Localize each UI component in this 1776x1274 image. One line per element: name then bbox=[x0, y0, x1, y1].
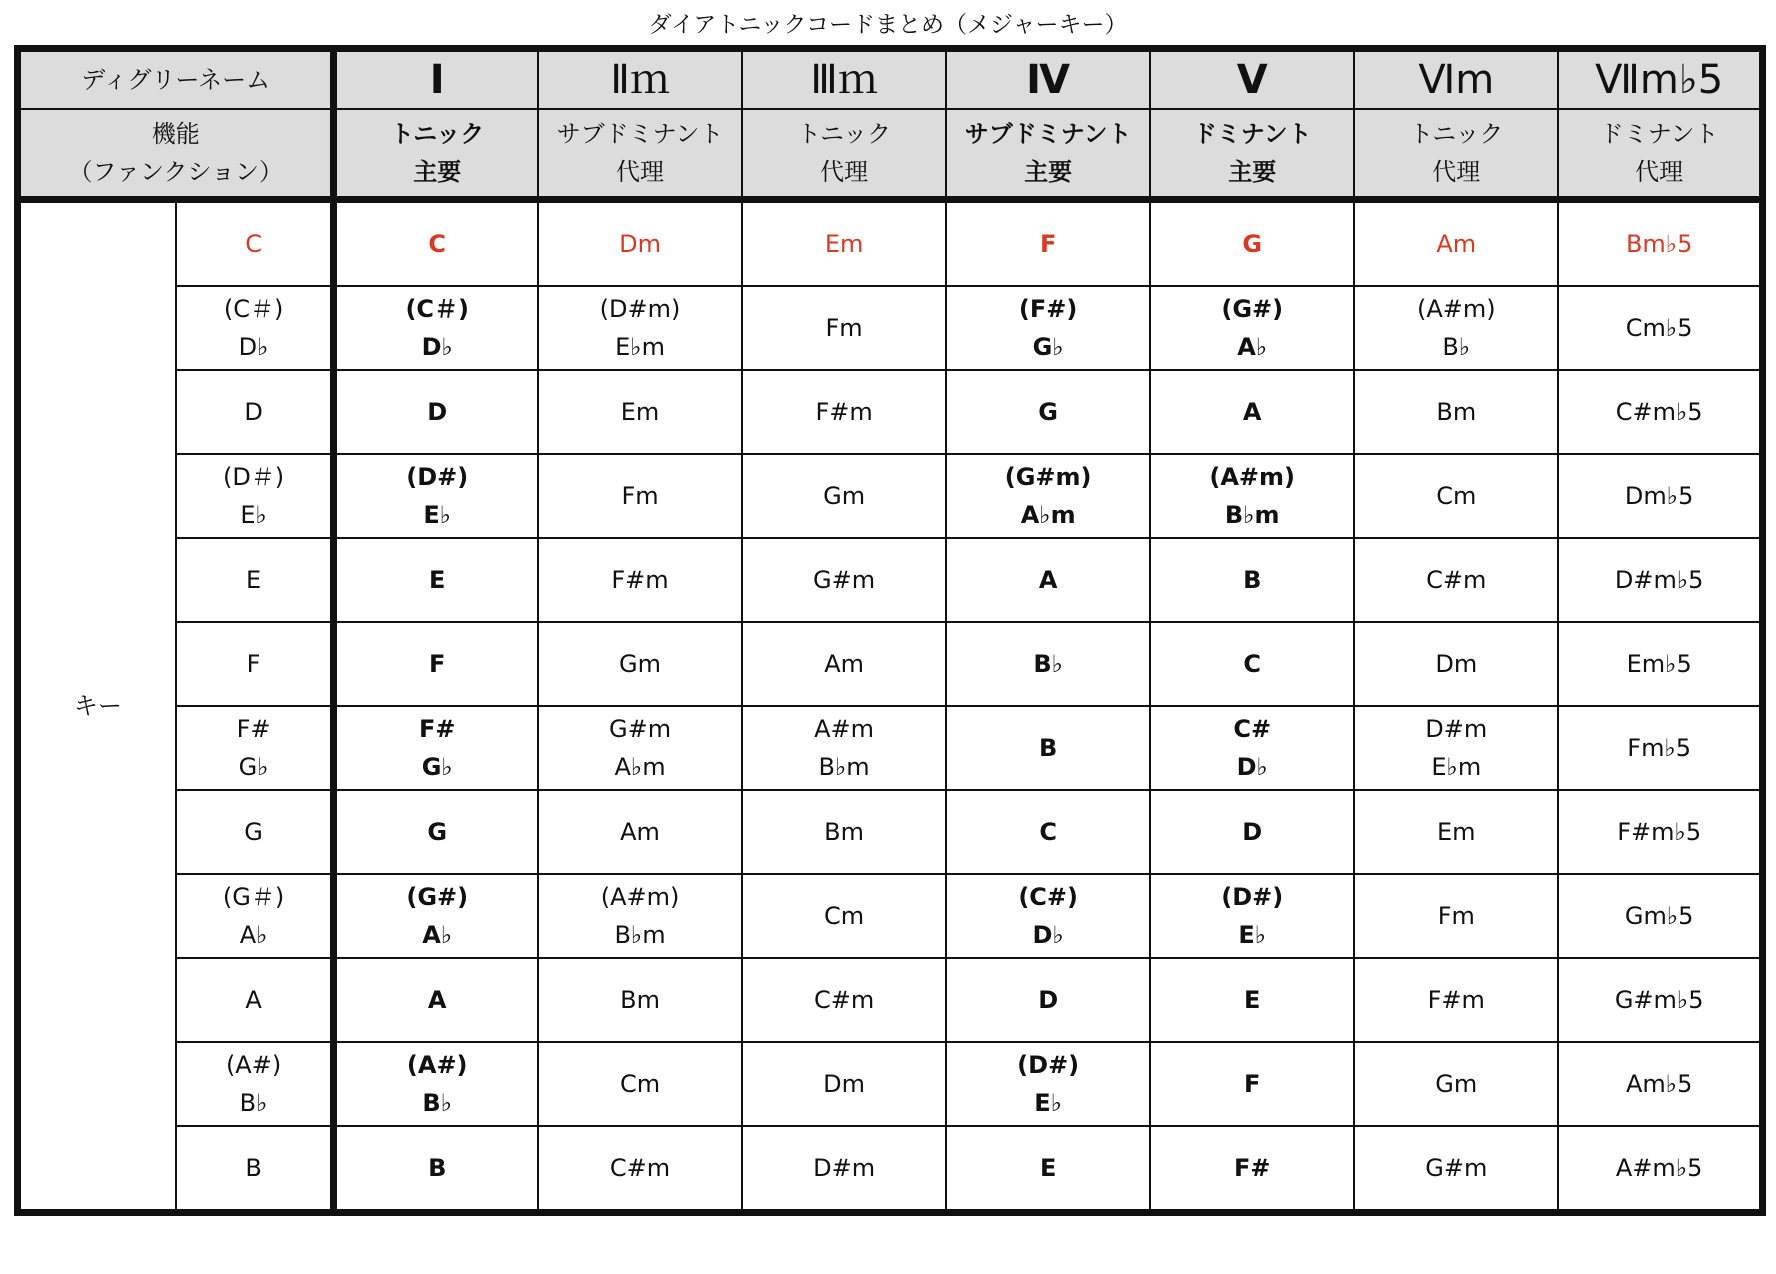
cell-line: A bbox=[1038, 566, 1058, 594]
function-header-row bbox=[18, 109, 1763, 200]
cell-line: 主要 bbox=[413, 158, 462, 186]
cell-line: D#m bbox=[1425, 715, 1488, 743]
cell-line: Am bbox=[620, 818, 660, 846]
cell-line: (C#) bbox=[1018, 883, 1078, 911]
cell-line: G♭ bbox=[1032, 333, 1064, 361]
cell-line: F bbox=[429, 650, 446, 678]
cell-line: F# bbox=[418, 715, 456, 743]
cell-line: Gm bbox=[619, 650, 662, 678]
key-cell bbox=[176, 958, 334, 1042]
cell-line: B♭ bbox=[422, 1089, 453, 1117]
cell-line: G#m bbox=[1425, 1154, 1488, 1182]
cell-line: G bbox=[1038, 398, 1058, 426]
cell-line: (A#m) bbox=[1416, 295, 1496, 323]
cell-line: B bbox=[245, 1154, 262, 1182]
chord-cell bbox=[1354, 286, 1558, 370]
cell-line: 代理 bbox=[1635, 158, 1684, 186]
table-row bbox=[18, 286, 1763, 370]
table-row bbox=[18, 1042, 1763, 1126]
cell-line: A♭ bbox=[1237, 333, 1268, 361]
function-cell bbox=[1354, 109, 1558, 200]
chord-cell bbox=[1558, 1126, 1762, 1213]
cell-line: (G#m) bbox=[1004, 463, 1092, 491]
cell-line: 主要 bbox=[1024, 158, 1073, 186]
table-row bbox=[18, 622, 1763, 706]
cell-line: C#m bbox=[813, 986, 875, 1014]
chord-cell bbox=[946, 622, 1150, 706]
cell-line: B♭m bbox=[614, 921, 666, 949]
cell-line: D bbox=[1242, 818, 1263, 846]
cell-line: Em♭5 bbox=[1626, 650, 1692, 678]
chord-cell bbox=[334, 874, 538, 958]
chord-cell bbox=[1558, 622, 1762, 706]
cell-line: Am bbox=[1436, 230, 1477, 258]
cell-line: B♭ bbox=[1033, 650, 1063, 678]
chord-cell bbox=[1558, 958, 1762, 1042]
key-cell bbox=[176, 790, 334, 874]
chord-cell bbox=[1150, 200, 1354, 287]
chord-cell bbox=[946, 790, 1150, 874]
cell-line: E bbox=[1244, 986, 1261, 1014]
chord-cell bbox=[1354, 790, 1558, 874]
cell-line: A♭m bbox=[614, 753, 666, 781]
cell-line: Gm♭5 bbox=[1624, 902, 1694, 930]
chord-cell bbox=[1558, 200, 1762, 287]
chord-cell bbox=[334, 286, 538, 370]
diatonic-chord-table bbox=[14, 45, 1766, 1216]
cell-line: (A#m) bbox=[1209, 463, 1296, 491]
cell-line: Em bbox=[824, 230, 864, 258]
cell-line: G#m♭5 bbox=[1614, 986, 1704, 1014]
cell-line: Dm bbox=[1435, 650, 1478, 678]
cell-line: E♭m bbox=[1431, 753, 1482, 781]
key-cell bbox=[176, 538, 334, 622]
cell-line: F#m♭5 bbox=[1617, 818, 1702, 846]
chord-cell bbox=[742, 286, 946, 370]
chord-cell bbox=[742, 200, 946, 287]
chord-cell bbox=[538, 958, 742, 1042]
cell-line: トニック bbox=[390, 120, 485, 148]
cell-line: A bbox=[427, 986, 447, 1014]
cell-line: C#m♭5 bbox=[1615, 398, 1703, 426]
table-row bbox=[18, 874, 1763, 958]
cell-line: A♭ bbox=[422, 921, 453, 949]
cell-line: Fm bbox=[825, 314, 863, 342]
cell-line: (D＃) bbox=[222, 463, 285, 491]
chord-cell bbox=[334, 622, 538, 706]
cell-line: F#m bbox=[611, 566, 669, 594]
function-cell bbox=[538, 109, 742, 200]
key-cell bbox=[176, 370, 334, 454]
cell-line: Am bbox=[824, 650, 864, 678]
chord-cell bbox=[1354, 538, 1558, 622]
chord-cell bbox=[946, 538, 1150, 622]
key-cell bbox=[176, 286, 334, 370]
chord-cell bbox=[334, 200, 538, 287]
chord-cell bbox=[334, 370, 538, 454]
cell-line: C bbox=[428, 230, 447, 258]
chord-cell bbox=[1354, 370, 1558, 454]
chord-cell bbox=[1150, 790, 1354, 874]
cell-line: A♭m bbox=[1020, 501, 1076, 529]
cell-line: A bbox=[1242, 398, 1262, 426]
cell-line: サブドミナント bbox=[556, 120, 724, 148]
key-cell bbox=[176, 454, 334, 538]
cell-line: G♭ bbox=[238, 753, 269, 781]
cell-line: (G＃) bbox=[222, 883, 285, 911]
table-row bbox=[18, 958, 1763, 1042]
chord-cell bbox=[334, 706, 538, 790]
cell-line: B♭m bbox=[1224, 501, 1280, 529]
cell-line: C#m bbox=[1426, 566, 1487, 594]
chord-cell bbox=[1558, 1042, 1762, 1126]
function-cell bbox=[1150, 109, 1354, 200]
cell-line: D♭ bbox=[238, 333, 269, 361]
chord-cell bbox=[946, 706, 1150, 790]
chord-cell bbox=[742, 706, 946, 790]
cell-line: Gm bbox=[823, 482, 866, 510]
chord-cell bbox=[1558, 874, 1762, 958]
cell-line: G bbox=[244, 818, 263, 846]
table-body bbox=[18, 49, 1763, 1213]
key-cell bbox=[176, 1126, 334, 1213]
cell-line: (A#) bbox=[225, 1051, 282, 1079]
cell-line: (G#) bbox=[406, 883, 469, 911]
key-cell bbox=[176, 1042, 334, 1126]
chord-cell bbox=[1150, 706, 1354, 790]
cell-line: A bbox=[245, 986, 262, 1014]
cell-line: (D#m) bbox=[599, 295, 681, 323]
chord-cell bbox=[1558, 454, 1762, 538]
cell-line: F bbox=[246, 650, 261, 678]
function-label-line: （ファンクション） bbox=[68, 158, 283, 186]
chord-cell bbox=[538, 370, 742, 454]
cell-line: 代理 bbox=[616, 158, 665, 186]
chord-cell bbox=[742, 622, 946, 706]
cell-line: A#m♭5 bbox=[1615, 1154, 1703, 1182]
chord-cell bbox=[946, 200, 1150, 287]
chord-cell bbox=[1150, 286, 1354, 370]
chord-cell bbox=[1354, 200, 1558, 287]
chord-cell bbox=[1558, 538, 1762, 622]
chord-cell bbox=[334, 958, 538, 1042]
cell-line: Dm bbox=[823, 1070, 866, 1098]
cell-line: B bbox=[1039, 734, 1058, 762]
cell-line: A#m bbox=[814, 715, 875, 743]
cell-line: (F#) bbox=[1018, 295, 1078, 323]
function-cell bbox=[1558, 109, 1762, 200]
cell-line: D bbox=[1038, 986, 1059, 1014]
function-label bbox=[18, 109, 334, 200]
cell-line: D#m bbox=[813, 1154, 876, 1182]
cell-line: C bbox=[245, 230, 262, 258]
chord-cell bbox=[742, 454, 946, 538]
cell-line: B♭ bbox=[239, 1089, 268, 1117]
key-cell bbox=[176, 200, 334, 287]
cell-line: (D#) bbox=[406, 463, 469, 491]
chord-cell bbox=[1354, 958, 1558, 1042]
cell-line: E♭ bbox=[423, 501, 452, 529]
chord-cell bbox=[1558, 286, 1762, 370]
chord-cell bbox=[1150, 538, 1354, 622]
chord-cell bbox=[538, 706, 742, 790]
chord-cell bbox=[1558, 370, 1762, 454]
chord-cell bbox=[1354, 454, 1558, 538]
cell-line: B♭ bbox=[1442, 333, 1471, 361]
chord-cell bbox=[946, 874, 1150, 958]
chord-cell bbox=[946, 286, 1150, 370]
cell-line: トニック bbox=[797, 120, 892, 148]
cell-line: E bbox=[429, 566, 446, 594]
cell-line: F# bbox=[1233, 1154, 1271, 1182]
chord-cell bbox=[1354, 874, 1558, 958]
chord-cell bbox=[538, 286, 742, 370]
chord-cell bbox=[1354, 1126, 1558, 1213]
cell-line: Fm bbox=[621, 482, 659, 510]
chord-cell bbox=[742, 1126, 946, 1213]
chord-cell bbox=[334, 1042, 538, 1126]
chord-cell bbox=[946, 1042, 1150, 1126]
cell-line: Cm bbox=[1436, 482, 1477, 510]
chord-cell bbox=[1558, 790, 1762, 874]
cell-line: F#m bbox=[1427, 986, 1485, 1014]
function-label-line: 機能 bbox=[151, 120, 200, 148]
chord-cell bbox=[1150, 1126, 1354, 1213]
cell-line: G bbox=[1242, 230, 1263, 258]
cell-line: D bbox=[244, 398, 263, 426]
cell-line: F#m bbox=[815, 398, 873, 426]
cell-line: ドミナント bbox=[1599, 120, 1719, 148]
table-row bbox=[18, 200, 1763, 287]
chord-cell bbox=[538, 538, 742, 622]
degree-cell: Ⅲｍ bbox=[742, 49, 946, 110]
cell-line: (D#) bbox=[1221, 883, 1284, 911]
cell-line: Bm bbox=[1436, 398, 1477, 426]
cell-line: C# bbox=[1233, 715, 1272, 743]
degree-cell: Ⅰ bbox=[334, 49, 538, 110]
cell-line: Fm♭5 bbox=[1627, 734, 1692, 762]
cell-line: G#m bbox=[813, 566, 876, 594]
table-row bbox=[18, 1126, 1763, 1213]
function-cell bbox=[334, 109, 538, 200]
chord-cell bbox=[538, 1126, 742, 1213]
cell-line: Bm♭5 bbox=[1625, 230, 1693, 258]
chord-cell bbox=[1150, 1042, 1354, 1126]
cell-line: Bm bbox=[824, 818, 865, 846]
cell-line: B♭m bbox=[818, 753, 870, 781]
chord-cell bbox=[1354, 622, 1558, 706]
cell-line: G bbox=[427, 818, 448, 846]
chord-cell bbox=[334, 454, 538, 538]
cell-line: 主要 bbox=[1228, 158, 1277, 186]
cell-line: Fm bbox=[1437, 902, 1475, 930]
cell-line: F# bbox=[236, 715, 271, 743]
cell-line: F bbox=[1039, 230, 1057, 258]
cell-line: A♭ bbox=[239, 921, 268, 949]
chord-cell bbox=[1150, 958, 1354, 1042]
cell-line: 代理 bbox=[1432, 158, 1481, 186]
chord-cell bbox=[1354, 706, 1558, 790]
cell-line: C#m bbox=[609, 1154, 671, 1182]
chord-cell bbox=[742, 790, 946, 874]
table-row bbox=[18, 370, 1763, 454]
chord-cell bbox=[946, 958, 1150, 1042]
chord-cell bbox=[538, 622, 742, 706]
chord-cell bbox=[1558, 706, 1762, 790]
cell-line: C bbox=[1243, 650, 1262, 678]
cell-line: サブドミナント bbox=[964, 120, 1132, 148]
cell-line: (D#) bbox=[1017, 1051, 1080, 1079]
chord-cell bbox=[1150, 874, 1354, 958]
degree-cell: Ⅳ bbox=[946, 49, 1150, 110]
table-row bbox=[18, 454, 1763, 538]
chord-cell bbox=[538, 874, 742, 958]
cell-line: C bbox=[1039, 818, 1057, 846]
cell-line: G♭ bbox=[421, 753, 453, 781]
key-cell bbox=[176, 706, 334, 790]
degree-cell: Ⅱｍ bbox=[538, 49, 742, 110]
degree-cell: Ⅵm bbox=[1354, 49, 1558, 110]
chord-cell bbox=[334, 790, 538, 874]
cell-line: E♭ bbox=[240, 501, 267, 529]
chord-cell bbox=[1150, 622, 1354, 706]
degree-cell: Ⅴ bbox=[1150, 49, 1354, 110]
key-cell bbox=[176, 874, 334, 958]
cell-line: Em bbox=[1437, 818, 1476, 846]
chord-cell bbox=[1150, 370, 1354, 454]
cell-line: D♭ bbox=[1236, 753, 1268, 781]
cell-line: (C＃) bbox=[223, 295, 284, 323]
chord-cell bbox=[742, 370, 946, 454]
cell-line: (A#) bbox=[406, 1051, 468, 1079]
cell-line: (A#m) bbox=[600, 883, 680, 911]
chord-cell bbox=[742, 1042, 946, 1126]
cell-line: D♭ bbox=[1032, 921, 1064, 949]
degree-label: ディグリーネーム bbox=[18, 49, 334, 110]
table-row bbox=[18, 706, 1763, 790]
cell-line: Dm bbox=[619, 230, 661, 258]
cell-line: Em bbox=[620, 398, 660, 426]
degree-header-row bbox=[18, 49, 1763, 110]
chord-cell bbox=[946, 1126, 1150, 1213]
cell-line: D♭ bbox=[421, 333, 453, 361]
function-cell bbox=[742, 109, 946, 200]
chord-cell bbox=[538, 1042, 742, 1126]
cell-line: トニック bbox=[1409, 120, 1504, 148]
cell-line: G#m bbox=[608, 715, 672, 743]
cell-line: Bm bbox=[620, 986, 660, 1014]
cell-line: E bbox=[1039, 1154, 1057, 1182]
cell-line: E♭ bbox=[1238, 921, 1267, 949]
cell-line: Cm bbox=[824, 902, 865, 930]
key-label: キー bbox=[18, 200, 176, 1213]
chord-cell bbox=[742, 874, 946, 958]
cell-line: D#m♭5 bbox=[1614, 566, 1704, 594]
cell-line: B bbox=[428, 1154, 447, 1182]
cell-line: Cm♭5 bbox=[1625, 314, 1693, 342]
cell-line: E♭m bbox=[615, 333, 665, 361]
cell-line: B bbox=[1243, 566, 1262, 594]
chord-cell bbox=[946, 454, 1150, 538]
chord-cell bbox=[946, 370, 1150, 454]
table-row bbox=[18, 790, 1763, 874]
cell-line: Gm bbox=[1435, 1070, 1478, 1098]
degree-cell: Ⅶm♭5 bbox=[1558, 49, 1762, 110]
chord-cell bbox=[334, 538, 538, 622]
cell-line: Dm♭5 bbox=[1624, 482, 1694, 510]
cell-line: ドミナント bbox=[1192, 120, 1312, 148]
cell-line: Am♭5 bbox=[1625, 1070, 1693, 1098]
cell-line: E♭ bbox=[1034, 1089, 1063, 1117]
page-title: ダイアトニックコードまとめ（メジャーキー） bbox=[648, 12, 1128, 38]
key-cell bbox=[176, 622, 334, 706]
chord-cell bbox=[334, 1126, 538, 1213]
chord-cell bbox=[1150, 454, 1354, 538]
chord-cell bbox=[538, 454, 742, 538]
cell-line: Cm bbox=[619, 1070, 661, 1098]
cell-line: 代理 bbox=[820, 158, 869, 186]
cell-line: D bbox=[427, 398, 448, 426]
chord-cell bbox=[742, 958, 946, 1042]
function-cell bbox=[946, 109, 1150, 200]
cell-line: F bbox=[1244, 1070, 1261, 1098]
chord-cell bbox=[1354, 1042, 1558, 1126]
chord-cell bbox=[538, 790, 742, 874]
chord-cell bbox=[742, 538, 946, 622]
chord-cell bbox=[538, 200, 742, 287]
cell-line: (C＃) bbox=[405, 295, 469, 323]
cell-line: E bbox=[245, 566, 262, 594]
table-row bbox=[18, 538, 1763, 622]
cell-line: (G#) bbox=[1221, 295, 1284, 323]
